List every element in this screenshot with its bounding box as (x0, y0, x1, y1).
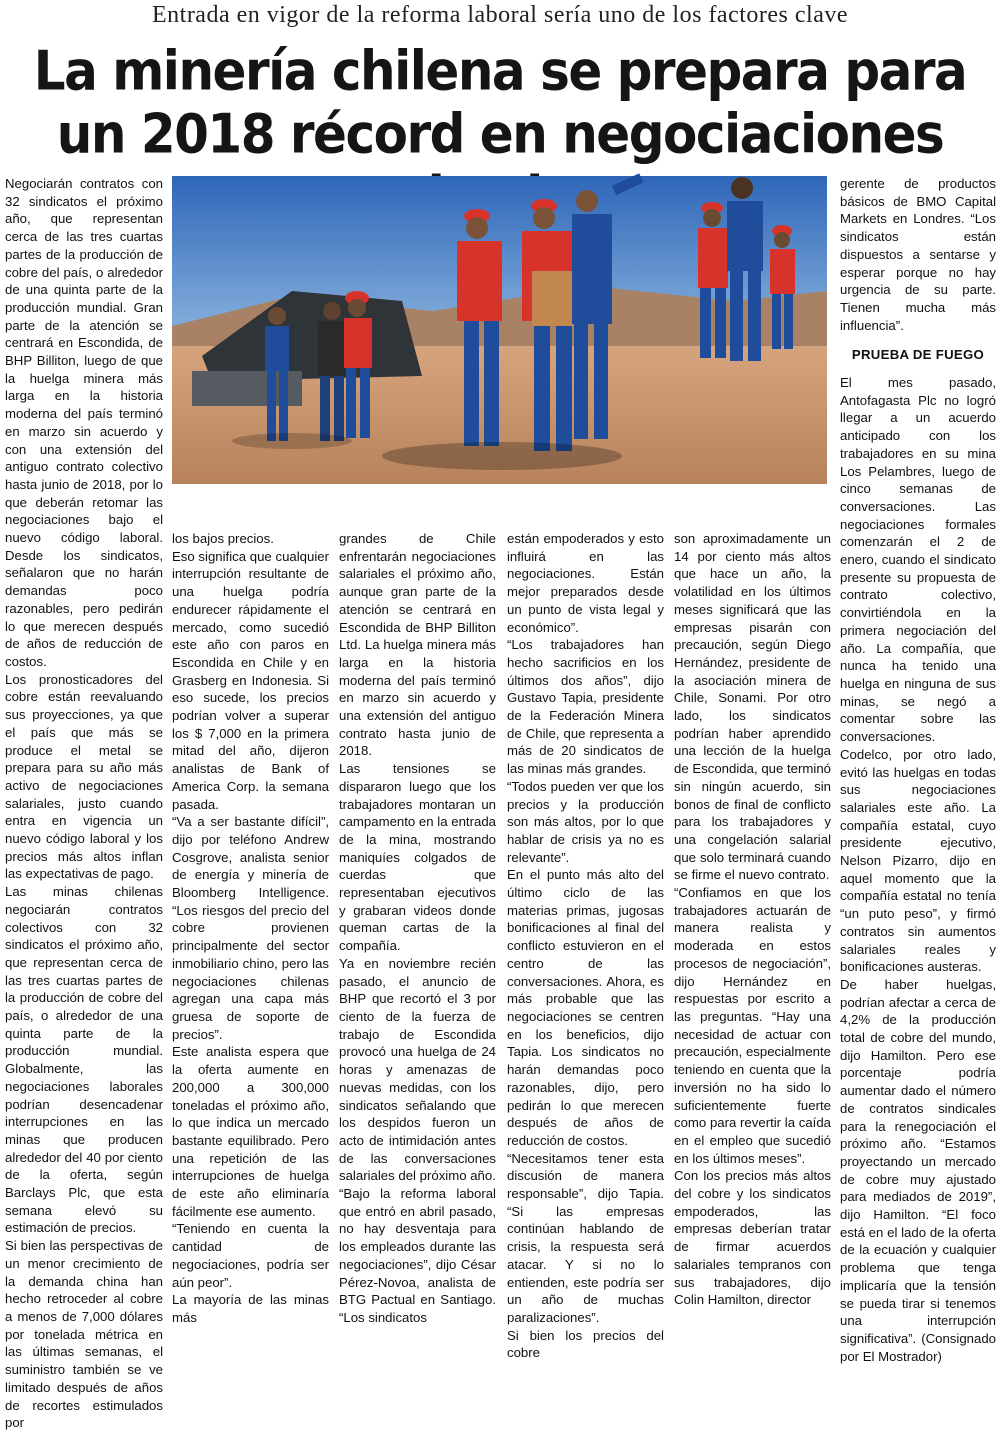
paragraph: “Bajo la reforma laboral que entró en abril pasado, no hay desventaja para los empleados durante las negociaciones”, dijo César Pérez-Novoa, analista de BTG Pactual en Santiago. “Los sindicatos (339, 1186, 496, 1325)
paragraph: Los pronosticadores del cobre están reevaluando sus proyecciones, ya que el país que más se produce el metal se prepara para su año más activo de negociaciones salariales, justo cuando entra en vigencia un nuevo código laboral y los precios más altos inflan las expectativas de pago. (5, 671, 163, 882)
paragraph: De haber huelgas, podrían afectar a cerca de 4,2% de la producción total de cobre del mundo, dijo Hamilton. Pero ese porcentaje podría aumentar dado el número de contratos sindicales para la renegociación el próximo año. “Estamos proyectando un mercado de cobre muy ajustado para mediados de 2019”, dijo Hamilton. “El foco está en el lado de la oferta de la ecuación y cualquier problema que tenga implicaría que la tensión se pueda tirar si tenemos una interrupción significativa”. (Consignado por El Mostrador) (840, 976, 996, 1364)
paragraph: En el punto más alto del último ciclo de las materias primas, jugosas bonificaciones al final del conflicto estuvieron en el centro de las conversaciones. Ahora, es más probable que las negociaciones se centren en los beneficios, dijo Tapia. Los sindicatos no harán demandas poco razonables, dijo, pero pedirán lo que merecen después de años de reducción de costos. (507, 867, 664, 1148)
column-2 (172, 530, 329, 1325)
headline: La minería chilena se prepara para un 2018 récord en negociaciones (33, 40, 967, 166)
paragraph: El mes pasado, Antofagasta Plc no logró llegar a un acuerdo anticipado con los trabajadores en su mina Los Pelambres, luego de cinco semanas de conversaciones. Las negociaciones formales comenzarán el 2 de enero, cuando el sindicato presente su propuesta de contrato colectivo, convirtiéndola en la primera negociación del año. La compañía, que nunca ha tenido una huelga en ninguna de sus minas, se negó a comentar sobre las conversaciones. (840, 375, 996, 745)
paragraph: grandes de Chile enfrentarán negociaciones salariales el próximo año, aunque gran parte de la atención se centrará en Escondida de BHP Billiton Ltd. La huelga minera más larga en la historia moderna del país terminó en marzo sin acuerdo y una extensión del antiguo contrato hasta junio de 2018. (339, 531, 496, 759)
column-1 (5, 175, 163, 1431)
paragraph: gerente de productos básicos de BMO Capital Markets en Londres. “Los sindicatos están dispuestos a sentarse y esperar porque no hay urgencia de su parte. Tienen mucha más influencia”. (840, 176, 996, 333)
photo-miners (172, 176, 827, 484)
paragraph: los bajos precios. (172, 531, 274, 546)
paragraph: Si bien las perspectivas de un menor crecimiento de la demanda china han hecho retroceder al cobre a menos de 7,000 dólares por tonelada métrica en las últimas semanas, el suministro también se ve limitado después de años de recortes estimulados por (5, 1238, 163, 1431)
paragraph: “Confiamos en que los trabajadores actuarán de manera realista y moderada en estos procesos de negociación”, dijo Hernández en respuestas por escrito a las preguntas. “Hay una necesidad de actuar con precaución, especialmente teniendo en cuenta que la inversión no ha sido lo suficientemente fuerte como para revertir la caída en el empleo que sucedió en los últimos meses”. (674, 885, 831, 1166)
paragraph: “Necesitamos tener esta discusión de manera responsable”, dijo Tapia. “Si las empresas continúan hablando de crisis, la respuesta será atacar. Y si no lo entienden, este podría ser un año de muchas paralizaciones”. (507, 1150, 664, 1325)
paragraph: son aproximadamente un 14 por ciento más altos que hace un año, la volatilidad en los últimos meses significará que las empresas pisarán con precaución, según Diego Hernández, presidente de la asociación minera de Chile, Sonami. Por otro lado, los sindicatos podrían haber aprendido una lección de la huelga de Escondida, que terminó sin ningún acuerdo, sin bonos de final de conflicto para los trabajadores y una congelación salarial que solo terminará cuando se firme el nuevo contrato. (674, 531, 831, 883)
paragraph: “Todos pueden ver que los precios y la producción son más altos, por lo que hablar de crisis ya no es relevante”. (507, 778, 664, 865)
paragraph: Este analista espera que la oferta aumente en 200,000 a 300,000 toneladas el próximo año, lo que indica un mercado bastante equilibrado. Pero una repetición de las interrupciones de huelga de este año eliminaría fácilmente ese aumento. (172, 1044, 329, 1219)
paragraph: Las tensiones se dispararon luego que los trabajadores montaran un campamento en la entrada de la mina, mostrando maniquíes colgados de cuerdas que representaban ejecutivos y grabaran videos donde queman cartas de la compañía. (339, 761, 496, 954)
kicker: Entrada en vigor de la reforma laboral sería uno de los factores clave (151, 2, 849, 28)
paragraph: Con los precios más altos del cobre y los sindicatos empoderados, las empresas deberían tratar de firmar acuerdos salariales tempranos con sus trabajadores, dijo Colin Hamilton, director (674, 1168, 831, 1308)
paragraph: Ya en noviembre recién pasado, el anuncio de BHP que recortó el 3 por ciento de la fuerza de trabajo de Escondida provocó una huelga de 24 horas y amenazas de nuevas medidas, con los sindicatos señalando que los despidos fueron un acto de intimidación antes de las conversaciones salariales del próximo año. (339, 955, 496, 1184)
paragraph: “Teniendo en cuenta la cantidad de negociaciones, podría ser aún peor”. (172, 1221, 329, 1290)
paragraph: “Los trabajadores han hecho sacrificios en los últimos dos años”, dijo Gustavo Tapia, presidente de la Federación Minera de Chile, que representa a más de 20 sindicatos de las minas más grandes. (507, 637, 664, 777)
paragraph: “Va a ser bastante difícil”, dijo por teléfono Andrew Cosgrove, analista senior de energía y minería de Bloomberg Intelligence. “Los riesgos del precio del cobre provienen principalmente del sector inmobiliario chino, pero las negociaciones chilenas agregan una capa más gruesa de soporte de precios”. (172, 814, 329, 1042)
paragraph: Eso significa que cualquier interrupción resultante de una huelga podría endurecer rápidamente el mercado, como sucedió este año con paros en Escondida en Chile y en Grasberg en Indonesia. Si eso sucede, los precios podrían volver a superar los $ 7,000 en la primera mitad del año, dijeron analistas de Bank of America Corp. la semana pasada. (172, 548, 329, 812)
photo-illustration (172, 176, 827, 484)
column-3 (339, 530, 496, 1325)
section-subheading: PRUEBA DE FUEGO (851, 347, 985, 363)
paragraph: Negociarán contratos con 32 sindicatos el próximo año, que representan cerca de las tres cuartas partes de la producción de cobre del país, o alrededor de una quinta parte de la producción mundial. Gran parte de la atención se centrará en Escondida, de BHP Billiton, luego de que la huelga minera más larga en la historia moderna del país terminó en marzo sin acuerdo y con una extensión del antiguo contrato colectivo hasta junio de 2018, por lo que deberán retomar las negociaciones bajo el nuevo código laboral. Desde los sindicatos, señalaron que no harán demandas poco razonables, pero pedirán lo que merecen después de años de reducción de costos. (5, 176, 163, 669)
paragraph: están empoderados y esto influirá en las negociaciones. Están mejor preparados desde un punto de vista legal y económico”. (507, 531, 664, 635)
paragraph: Codelco, por otro lado, evitó las huelgas en todas sus negociaciones salariales este año. La compañía estatal, cuyo presidente ejecutivo, Nelson Pizarro, dijo en aquel momento que la compañía estatal no tenía “un puto peso”, y firmó contratos sin aumentos salariales reales y bonificaciones austeras. (840, 746, 996, 975)
column-5 (674, 530, 831, 1308)
paragraph: Si bien los precios del cobre (507, 1327, 664, 1361)
paragraph: La mayoría de las minas más (172, 1292, 329, 1325)
column-6 (840, 175, 996, 1364)
paragraph: Las minas chilenas negociarán contratos colectivos con 32 sindicatos el próximo año, que representan cerca de las tres cuartas partes de la producción de cobre del país, o alrededor de una quinta parte de la producción mundial. Globalmente, las negociaciones laborales podrían desencadenar interrupciones en las minas que producen alrededor del 40 por ciento de la oferta, según Barclays Plc, que esta semana elevó su estimación de precios. (5, 884, 163, 1236)
column-4 (507, 530, 664, 1361)
